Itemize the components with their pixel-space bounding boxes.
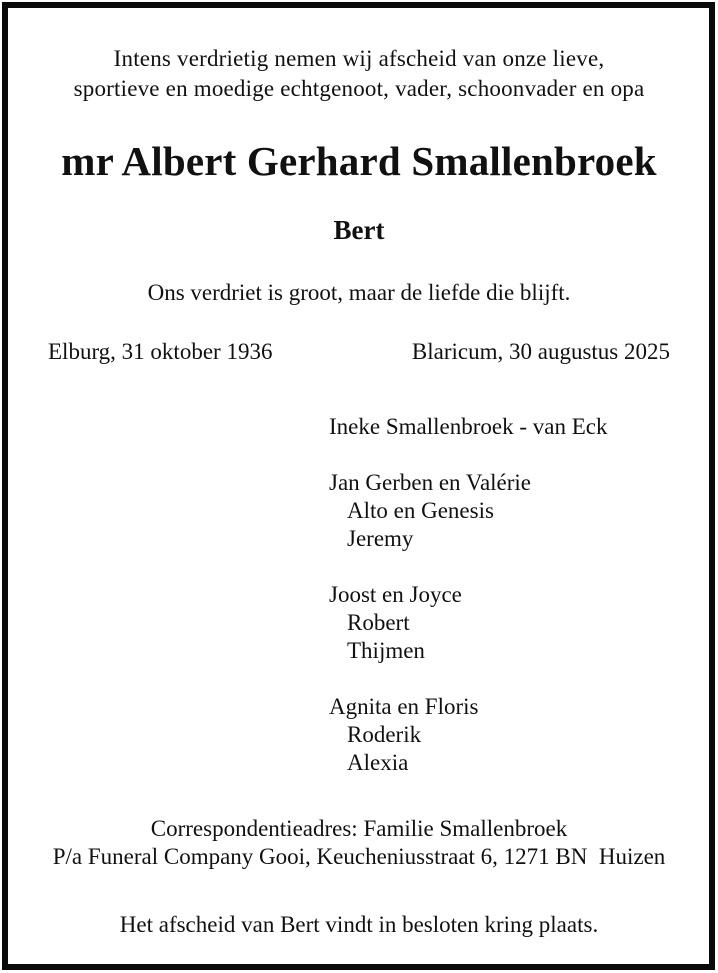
family-group-spouse: [329, 413, 607, 441]
family-names-block: [329, 413, 607, 777]
family-group-3: [329, 693, 607, 777]
family-member-name: Alto en Genesis: [347, 498, 494, 524]
deceased-nickname: Bert: [333, 215, 385, 246]
family-member-name: Thijmen: [347, 638, 425, 664]
family-member-name: Jan Gerben en Valérie: [329, 470, 532, 496]
correspondence-address: [48, 815, 670, 871]
closing-statement: Het afscheid van Bert vindt in besloten kring plaats.: [119, 912, 599, 938]
life-dates-row: [48, 338, 670, 366]
family-member-name: Robert: [347, 610, 410, 636]
intro-line-2: sportieve en moedige echtgenoot, vader, schoonvader en opa: [73, 76, 645, 101]
family-member-name: Alexia: [347, 750, 409, 776]
family-member-name: Jeremy: [347, 526, 414, 552]
epitaph-text: Ons verdriet is groot, maar de liefde die blijft.: [147, 280, 571, 306]
family-member-name: Ineke Smallenbroek - van Eck: [329, 414, 608, 440]
correspondence-line-2: P/a Funeral Company Gooi, Keucheniusstraat 6, 1271 BN Huizen: [52, 844, 666, 870]
family-member-name: Roderik: [347, 722, 422, 748]
family-member-name: Joost en Joyce: [329, 582, 462, 608]
deceased-name: mr Albert Gerhard Smallenbroek: [61, 138, 657, 184]
birth-place-date: Elburg, 31 oktober 1936: [48, 339, 273, 365]
correspondence-line-1: Correspondentieadres: Familie Smallenbroek: [150, 816, 568, 842]
family-group-2: [329, 581, 607, 665]
intro-line-1: Intens verdrietig nemen wij afscheid van onze lieve,: [113, 46, 605, 71]
family-group-1: [329, 469, 607, 553]
family-member-name: Agnita en Floris: [329, 694, 479, 720]
intro-text: [48, 44, 670, 104]
death-place-date: Blaricum, 30 augustus 2025: [411, 339, 670, 365]
